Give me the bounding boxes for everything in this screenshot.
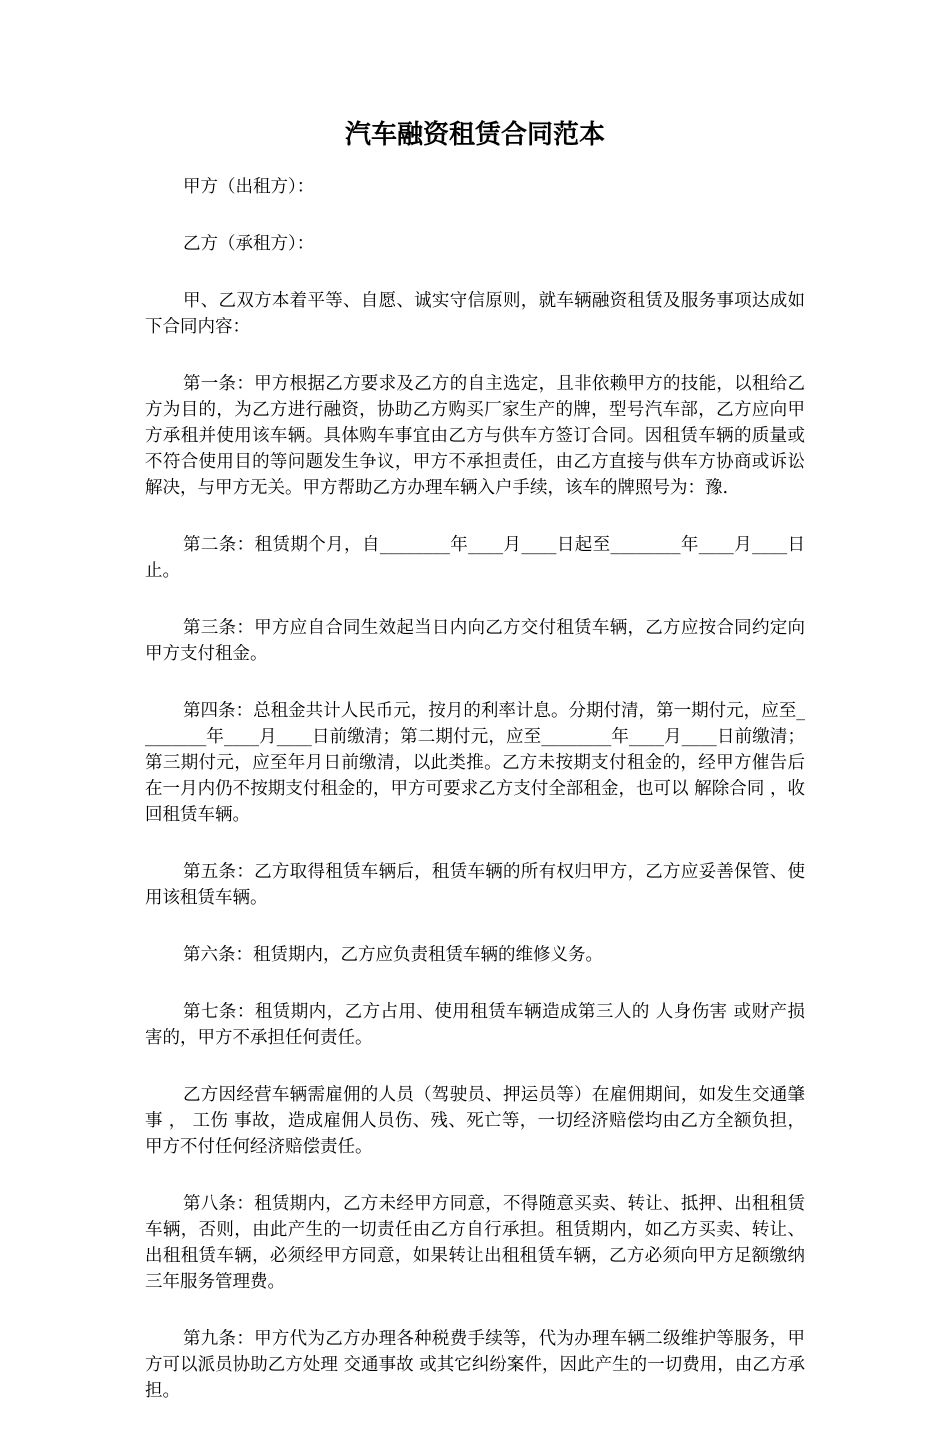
- article-8-paragraph: 第八条：租赁期内，乙方未经甲方同意，不得随意买卖、转让、抵押、出租租赁车辆，否则，由此产生的一切责任由乙方自行承担。租赁期内，如乙方买卖、转让、出租租赁车辆，必须经甲方同意，如果转让出租租赁车辆，乙方必须向甲方足额缴纳三年服务管理费。: [145, 1194, 805, 1292]
- article-3-paragraph: 第三条：甲方应自合同生效起当日内向乙方交付租赁车辆，乙方应按合同约定向甲方支付租金。: [145, 618, 805, 664]
- article-7-supplement-paragraph: 乙方因经营车辆需雇佣的人员（驾驶员、押运员等）在雇佣期间，如发生交通肇事 ， 工伤 事故，造成雇佣人员伤、残、死亡等，一切经济赔偿均由乙方全额负担，甲方不付任何经济赔偿责任。: [145, 1085, 805, 1157]
- article-6-paragraph: 第六条：租赁期内，乙方应负责租赁车辆的维修义务。: [183, 945, 603, 965]
- document-title: 汽车融资租赁合同范本: [344, 120, 605, 150]
- article-1-paragraph: 第一条：甲方根据乙方要求及乙方的自主选定，且非依赖甲方的技能，以租给乙方为目的，为乙方进行融资，协助乙方购买厂家生产的牌，型号汽车部，乙方应向甲方承租并使用该车辆。具体购车事宜由乙方与供车方签订合同。因租赁车辆的质量或不符合使用目的等问题发生争议，甲方不承担责任，由乙方直接与供车方协商或诉讼解决，与甲方无关。甲方帮助乙方办理车辆入户手续，该车的牌照号为：豫.: [145, 374, 805, 498]
- preamble-paragraph: 甲、乙双方本着平等、自愿、诚实守信原则，就车辆融资租赁及服务事项达成如下合同内容：: [145, 291, 805, 337]
- article-9-paragraph: 第九条：甲方代为乙方办理各种税费手续等，代为办理车辆二级维护等服务，甲方可以派员协助乙方处理 交通事故 或其它纠纷案件，因此产生的一切费用，由乙方承担。: [145, 1329, 805, 1401]
- article-7-paragraph: 第七条：租赁期内，乙方占用、使用租赁车辆造成第三人的 人身伤害 或财产损害的，甲方不承担任何责任。: [145, 1002, 805, 1048]
- article-5-paragraph: 第五条：乙方取得租赁车辆后，租赁车辆的所有权归甲方，乙方应妥善保管、使用该租赁车辆。: [145, 862, 805, 908]
- document-page: [145, 118, 805, 1435]
- party-a-line: 甲方（出租方）：: [183, 177, 315, 197]
- party-b-line: 乙方（承租方）：: [183, 234, 315, 254]
- article-2-paragraph: 第二条：租赁期个月，自________年____月____日起至________年____月____日止。: [145, 535, 805, 581]
- article-4-paragraph: 第四条：总租金共计人民币元，按月的利率计息。分期付清，第一期付元，应至________年____月____日前缴清；第二期付元，应至________年____月____日前缴清；第三期付元，应至年月日前缴清，以此类推。乙方未按期支付租金的，经甲方催告后在一月内仍不按期支付租金的，甲方可要求乙方支付全部租金，也可以 解除合同 ，收回租赁车辆。: [145, 701, 805, 825]
